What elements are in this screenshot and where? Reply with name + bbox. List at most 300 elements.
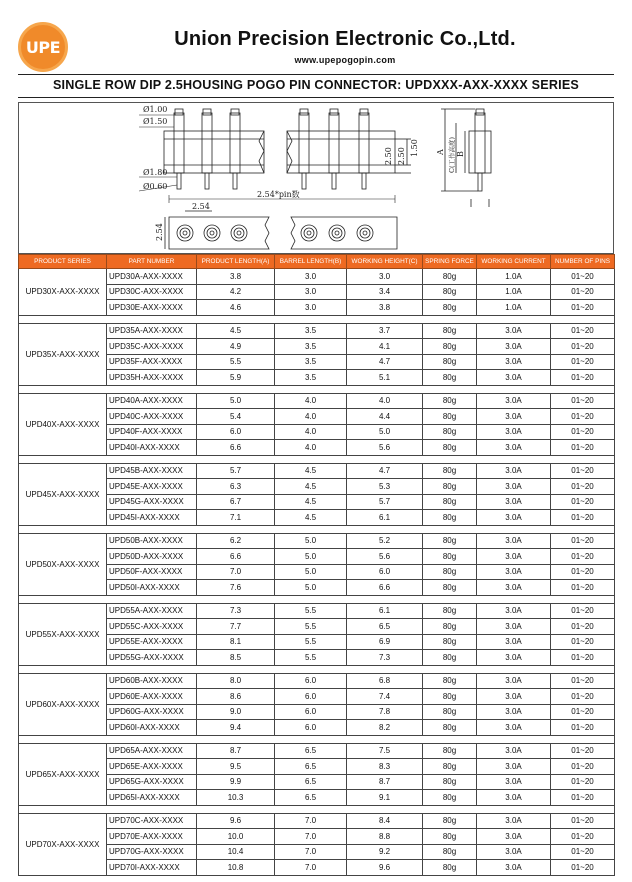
product-length-cell: 5.9	[197, 370, 275, 386]
table-row	[19, 339, 615, 355]
front-view-left	[164, 109, 264, 189]
working-height-cell: 5.6	[347, 549, 423, 565]
spring-force-cell: 80g	[423, 354, 477, 370]
dim-label-254-side: 2.54	[155, 223, 164, 241]
part-number-cell: UPD35C-AXX-XXXX	[107, 339, 197, 355]
product-length-cell: 5.7	[197, 463, 275, 479]
working-height-cell: 5.7	[347, 494, 423, 510]
spring-force-cell: 80g	[423, 284, 477, 300]
working-current-cell: 3.0A	[477, 393, 551, 409]
spring-force-cell: 80g	[423, 790, 477, 806]
working-current-cell: 3.0A	[477, 673, 551, 689]
barrel-length-cell: 7.0	[275, 813, 347, 829]
number-of-pins-cell: 01~20	[551, 510, 615, 526]
table-body	[19, 269, 615, 876]
spring-force-cell: 80g	[423, 440, 477, 456]
number-of-pins-cell: 01~20	[551, 424, 615, 440]
table-header-row	[19, 255, 615, 269]
working-current-cell: 3.0A	[477, 704, 551, 720]
barrel-length-cell: 4.5	[275, 479, 347, 495]
table-row	[19, 774, 615, 790]
product-length-cell: 7.3	[197, 603, 275, 619]
spring-force-cell: 80g	[423, 409, 477, 425]
spring-force-cell: 80g	[423, 393, 477, 409]
col-header: WORKING CURRENT	[477, 255, 551, 269]
barrel-length-cell: 5.5	[275, 619, 347, 635]
product-length-cell: 7.0	[197, 564, 275, 580]
part-number-cell: UPD60B-AXX-XXXX	[107, 673, 197, 689]
working-current-cell: 3.0A	[477, 339, 551, 355]
table-row	[19, 704, 615, 720]
barrel-length-cell: 6.0	[275, 673, 347, 689]
table-row	[19, 354, 615, 370]
col-header: WORKING HEIGHT(C)	[347, 255, 423, 269]
product-length-cell: 9.5	[197, 759, 275, 775]
drawing-svg	[19, 103, 615, 255]
product-length-cell: 6.3	[197, 479, 275, 495]
part-number-cell: UPD45I-AXX-XXXX	[107, 510, 197, 526]
barrel-length-cell: 5.5	[275, 603, 347, 619]
working-current-cell: 3.0A	[477, 440, 551, 456]
separator-cell	[19, 525, 615, 533]
barrel-length-cell: 4.5	[275, 463, 347, 479]
product-length-cell: 10.0	[197, 829, 275, 845]
working-height-cell: 6.1	[347, 603, 423, 619]
table-row	[19, 790, 615, 806]
company-name: Union Precision Electronic Co.,Ltd.	[174, 28, 516, 50]
product-length-cell: 8.0	[197, 673, 275, 689]
working-height-cell: 6.5	[347, 619, 423, 635]
top-view	[165, 211, 397, 249]
barrel-length-cell: 4.0	[275, 393, 347, 409]
barrel-length-cell: 3.5	[275, 354, 347, 370]
part-number-cell: UPD50D-AXX-XXXX	[107, 549, 197, 565]
barrel-length-cell: 5.0	[275, 549, 347, 565]
header-rule-bottom	[18, 97, 614, 98]
part-number-cell: UPD35H-AXX-XXXX	[107, 370, 197, 386]
table-row	[19, 564, 615, 580]
group-separator	[19, 385, 615, 393]
group-separator	[19, 455, 615, 463]
working-current-cell: 3.0A	[477, 409, 551, 425]
working-height-cell: 8.8	[347, 829, 423, 845]
number-of-pins-cell: 01~20	[551, 580, 615, 596]
product-length-cell: 9.9	[197, 774, 275, 790]
part-number-cell: UPD55A-AXX-XXXX	[107, 603, 197, 619]
spring-force-cell: 80g	[423, 339, 477, 355]
working-current-cell: 3.0A	[477, 533, 551, 549]
product-series-cell: UPD55X-AXX-XXXX	[19, 603, 107, 665]
number-of-pins-cell: 01~20	[551, 370, 615, 386]
working-current-cell: 1.0A	[477, 300, 551, 316]
working-current-cell: 3.0A	[477, 424, 551, 440]
working-height-cell: 9.1	[347, 790, 423, 806]
working-current-cell: 3.0A	[477, 463, 551, 479]
working-current-cell: 3.0A	[477, 510, 551, 526]
working-current-cell: 3.0A	[477, 860, 551, 876]
product-length-cell: 10.4	[197, 844, 275, 860]
number-of-pins-cell: 01~20	[551, 673, 615, 689]
barrel-length-cell: 7.0	[275, 829, 347, 845]
working-current-cell: 3.0A	[477, 634, 551, 650]
group-separator	[19, 595, 615, 603]
product-length-cell: 8.1	[197, 634, 275, 650]
part-number-cell: UPD65G-AXX-XXXX	[107, 774, 197, 790]
table-row	[19, 650, 615, 666]
table-row	[19, 323, 615, 339]
table-row	[19, 463, 615, 479]
barrel-length-cell: 4.0	[275, 424, 347, 440]
number-of-pins-cell: 01~20	[551, 743, 615, 759]
barrel-length-cell: 3.0	[275, 284, 347, 300]
product-length-cell: 6.0	[197, 424, 275, 440]
barrel-length-cell: 6.5	[275, 759, 347, 775]
dim-label-pitch-total: 2.54*pin数	[257, 190, 300, 199]
number-of-pins-cell: 01~20	[551, 759, 615, 775]
spring-force-cell: 80g	[423, 673, 477, 689]
barrel-length-cell: 5.0	[275, 564, 347, 580]
part-number-cell: UPD40C-AXX-XXXX	[107, 409, 197, 425]
barrel-length-cell: 6.5	[275, 774, 347, 790]
barrel-length-cell: 3.0	[275, 269, 347, 285]
table-row	[19, 813, 615, 829]
part-number-cell: UPD70I-AXX-XXXX	[107, 860, 197, 876]
spring-force-cell: 80g	[423, 510, 477, 526]
spring-force-cell: 80g	[423, 689, 477, 705]
spring-force-cell: 80g	[423, 479, 477, 495]
table-row	[19, 860, 615, 876]
working-current-cell: 3.0A	[477, 354, 551, 370]
part-number-cell: UPD30C-AXX-XXXX	[107, 284, 197, 300]
table-row	[19, 549, 615, 565]
product-series-cell: UPD70X-AXX-XXXX	[19, 813, 107, 875]
part-number-cell: UPD70E-AXX-XXXX	[107, 829, 197, 845]
product-length-cell: 8.6	[197, 689, 275, 705]
table-row	[19, 844, 615, 860]
table-row	[19, 284, 615, 300]
working-current-cell: 3.0A	[477, 813, 551, 829]
group-separator	[19, 315, 615, 323]
table-row	[19, 510, 615, 526]
dim-label-250-h: 2.50	[384, 147, 393, 165]
number-of-pins-cell: 01~20	[551, 479, 615, 495]
part-number-cell: UPD45G-AXX-XXXX	[107, 494, 197, 510]
product-length-cell: 5.0	[197, 393, 275, 409]
separator-cell	[19, 385, 615, 393]
part-number-cell: UPD55G-AXX-XXXX	[107, 650, 197, 666]
barrel-length-cell: 4.5	[275, 494, 347, 510]
number-of-pins-cell: 01~20	[551, 339, 615, 355]
separator-cell	[19, 595, 615, 603]
spring-force-cell: 80g	[423, 564, 477, 580]
dim-label-250-v: 2.50	[397, 147, 406, 165]
col-header: PRODUCT LENGTH(A)	[197, 255, 275, 269]
working-height-cell: 3.7	[347, 323, 423, 339]
table-row	[19, 409, 615, 425]
table-row	[19, 494, 615, 510]
number-of-pins-cell: 01~20	[551, 440, 615, 456]
table-row	[19, 300, 615, 316]
spring-force-cell: 80g	[423, 424, 477, 440]
barrel-length-cell: 4.0	[275, 440, 347, 456]
product-length-cell: 9.6	[197, 813, 275, 829]
spring-force-cell: 80g	[423, 650, 477, 666]
number-of-pins-cell: 01~20	[551, 409, 615, 425]
number-of-pins-cell: 01~20	[551, 704, 615, 720]
working-current-cell: 3.0A	[477, 650, 551, 666]
company-website: www.upepogopin.com	[294, 55, 396, 65]
dim-label-100: Ø1.00	[143, 105, 168, 114]
number-of-pins-cell: 01~20	[551, 463, 615, 479]
working-height-cell: 8.4	[347, 813, 423, 829]
product-series-cell: UPD60X-AXX-XXXX	[19, 673, 107, 735]
working-current-cell: 3.0A	[477, 494, 551, 510]
working-current-cell: 3.0A	[477, 603, 551, 619]
working-current-cell: 3.0A	[477, 580, 551, 596]
table-row	[19, 479, 615, 495]
barrel-length-cell: 3.5	[275, 370, 347, 386]
spring-force-cell: 80g	[423, 774, 477, 790]
dim-label-150-v: 1.50	[410, 139, 419, 157]
number-of-pins-cell: 01~20	[551, 323, 615, 339]
product-length-cell: 4.5	[197, 323, 275, 339]
product-length-cell: 4.2	[197, 284, 275, 300]
working-height-cell: 3.0	[347, 269, 423, 285]
working-current-cell: 3.0A	[477, 549, 551, 565]
dim-label-c: C(工作高度)	[448, 136, 456, 173]
spring-force-cell: 80g	[423, 759, 477, 775]
separator-cell	[19, 735, 615, 743]
barrel-length-cell: 6.0	[275, 704, 347, 720]
part-number-cell: UPD60E-AXX-XXXX	[107, 689, 197, 705]
part-number-cell: UPD70C-AXX-XXXX	[107, 813, 197, 829]
part-number-cell: UPD55C-AXX-XXXX	[107, 619, 197, 635]
number-of-pins-cell: 01~20	[551, 269, 615, 285]
barrel-length-cell: 6.0	[275, 720, 347, 736]
number-of-pins-cell: 01~20	[551, 549, 615, 565]
barrel-length-cell: 5.0	[275, 580, 347, 596]
spring-force-cell: 80g	[423, 844, 477, 860]
number-of-pins-cell: 01~20	[551, 284, 615, 300]
barrel-length-cell: 3.5	[275, 339, 347, 355]
working-height-cell: 3.4	[347, 284, 423, 300]
number-of-pins-cell: 01~20	[551, 829, 615, 845]
working-height-cell: 9.2	[347, 844, 423, 860]
table-row	[19, 720, 615, 736]
number-of-pins-cell: 01~20	[551, 564, 615, 580]
part-number-cell: UPD35A-AXX-XXXX	[107, 323, 197, 339]
col-header: PRODUCT SERIES	[19, 255, 107, 269]
product-series-cell: UPD30X-AXX-XXXX	[19, 269, 107, 316]
working-height-cell: 7.4	[347, 689, 423, 705]
spring-force-cell: 80g	[423, 743, 477, 759]
spring-force-cell: 80g	[423, 619, 477, 635]
spec-table	[18, 254, 615, 876]
spring-force-cell: 80g	[423, 370, 477, 386]
table-row	[19, 580, 615, 596]
working-height-cell: 6.8	[347, 673, 423, 689]
product-length-cell: 6.7	[197, 494, 275, 510]
product-length-cell: 6.6	[197, 549, 275, 565]
working-current-cell: 3.0A	[477, 743, 551, 759]
separator-cell	[19, 315, 615, 323]
product-length-cell: 5.5	[197, 354, 275, 370]
number-of-pins-cell: 01~20	[551, 393, 615, 409]
part-number-cell: UPD55E-AXX-XXXX	[107, 634, 197, 650]
part-number-cell: UPD30A-AXX-XXXX	[107, 269, 197, 285]
part-number-cell: UPD70G-AXX-XXXX	[107, 844, 197, 860]
spring-force-cell: 80g	[423, 634, 477, 650]
spring-force-cell: 80g	[423, 603, 477, 619]
product-length-cell: 8.7	[197, 743, 275, 759]
working-current-cell: 3.0A	[477, 619, 551, 635]
barrel-length-cell: 5.5	[275, 650, 347, 666]
spring-force-cell: 80g	[423, 549, 477, 565]
barrel-length-cell: 7.0	[275, 844, 347, 860]
product-series-cell: UPD35X-AXX-XXXX	[19, 323, 107, 385]
working-current-cell: 1.0A	[477, 284, 551, 300]
barrel-length-cell: 6.5	[275, 790, 347, 806]
number-of-pins-cell: 01~20	[551, 634, 615, 650]
group-separator	[19, 805, 615, 813]
separator-cell	[19, 805, 615, 813]
product-length-cell: 10.3	[197, 790, 275, 806]
working-current-cell: 3.0A	[477, 323, 551, 339]
product-length-cell: 7.6	[197, 580, 275, 596]
number-of-pins-cell: 01~20	[551, 790, 615, 806]
working-current-cell: 3.0A	[477, 479, 551, 495]
working-current-cell: 3.0A	[477, 844, 551, 860]
col-header: BARREL LENGTH(B)	[275, 255, 347, 269]
product-length-cell: 10.8	[197, 860, 275, 876]
number-of-pins-cell: 01~20	[551, 774, 615, 790]
series-title: SINGLE ROW DIP 2.5HOUSING POGO PIN CONNECTOR: UPDXXX-AXX-XXXX SERIES	[52, 78, 580, 92]
spring-force-cell: 80g	[423, 463, 477, 479]
company-logo	[18, 22, 68, 72]
working-current-cell: 3.0A	[477, 564, 551, 580]
spring-force-cell: 80g	[423, 269, 477, 285]
barrel-length-cell: 3.0	[275, 300, 347, 316]
table-row	[19, 424, 615, 440]
working-current-cell: 1.0A	[477, 269, 551, 285]
working-height-cell: 3.8	[347, 300, 423, 316]
product-length-cell: 8.5	[197, 650, 275, 666]
working-height-cell: 5.2	[347, 533, 423, 549]
separator-cell	[19, 665, 615, 673]
working-current-cell: 3.0A	[477, 720, 551, 736]
part-number-cell: UPD65A-AXX-XXXX	[107, 743, 197, 759]
logo-text: UPE	[25, 37, 61, 57]
group-separator	[19, 525, 615, 533]
number-of-pins-cell: 01~20	[551, 533, 615, 549]
part-number-cell: UPD60I-AXX-XXXX	[107, 720, 197, 736]
part-number-cell: UPD50I-AXX-XXXX	[107, 580, 197, 596]
group-separator	[19, 735, 615, 743]
spring-force-cell: 80g	[423, 704, 477, 720]
working-height-cell: 8.3	[347, 759, 423, 775]
part-number-cell: UPD65E-AXX-XXXX	[107, 759, 197, 775]
number-of-pins-cell: 01~20	[551, 494, 615, 510]
dim-label-150: Ø1.50	[143, 117, 168, 126]
table-row	[19, 269, 615, 285]
table-row	[19, 759, 615, 775]
working-height-cell: 4.7	[347, 354, 423, 370]
header-rule-top	[18, 74, 614, 75]
table-row	[19, 603, 615, 619]
number-of-pins-cell: 01~20	[551, 650, 615, 666]
group-separator	[19, 665, 615, 673]
working-height-cell: 6.9	[347, 634, 423, 650]
working-height-cell: 8.2	[347, 720, 423, 736]
col-header: SPRING FORCE	[423, 255, 477, 269]
working-height-cell: 5.6	[347, 440, 423, 456]
barrel-length-cell: 5.0	[275, 533, 347, 549]
working-height-cell: 7.8	[347, 704, 423, 720]
product-series-cell: UPD65X-AXX-XXXX	[19, 743, 107, 805]
barrel-length-cell: 6.5	[275, 743, 347, 759]
number-of-pins-cell: 01~20	[551, 354, 615, 370]
table-row	[19, 619, 615, 635]
part-number-cell: UPD65I-AXX-XXXX	[107, 790, 197, 806]
number-of-pins-cell: 01~20	[551, 689, 615, 705]
col-header: NUMBER OF PINS	[551, 255, 615, 269]
separator-cell	[19, 455, 615, 463]
working-current-cell: 3.0A	[477, 759, 551, 775]
number-of-pins-cell: 01~20	[551, 844, 615, 860]
dim-label-060: Ø0.60	[143, 182, 168, 191]
working-current-cell: 3.0A	[477, 790, 551, 806]
spring-force-cell: 80g	[423, 813, 477, 829]
product-length-cell: 4.9	[197, 339, 275, 355]
table-row	[19, 743, 615, 759]
working-height-cell: 9.6	[347, 860, 423, 876]
working-height-cell: 5.0	[347, 424, 423, 440]
working-current-cell: 3.0A	[477, 829, 551, 845]
product-series-cell: UPD40X-AXX-XXXX	[19, 393, 107, 455]
working-height-cell: 4.7	[347, 463, 423, 479]
table-row	[19, 829, 615, 845]
part-number-cell: UPD50F-AXX-XXXX	[107, 564, 197, 580]
part-number-cell: UPD60G-AXX-XXXX	[107, 704, 197, 720]
product-length-cell: 9.4	[197, 720, 275, 736]
barrel-length-cell: 4.0	[275, 409, 347, 425]
working-current-cell: 3.0A	[477, 370, 551, 386]
part-number-cell: UPD50B-AXX-XXXX	[107, 533, 197, 549]
spring-force-cell: 80g	[423, 494, 477, 510]
working-height-cell: 6.6	[347, 580, 423, 596]
product-length-cell: 5.4	[197, 409, 275, 425]
col-header: PART NUMBER	[107, 255, 197, 269]
working-height-cell: 4.0	[347, 393, 423, 409]
number-of-pins-cell: 01~20	[551, 603, 615, 619]
spring-force-cell: 80g	[423, 533, 477, 549]
working-height-cell: 5.1	[347, 370, 423, 386]
spring-force-cell: 80g	[423, 323, 477, 339]
spring-force-cell: 80g	[423, 860, 477, 876]
product-length-cell: 6.6	[197, 440, 275, 456]
table-row	[19, 393, 615, 409]
table-row	[19, 370, 615, 386]
dim-label-180: Ø1.80	[143, 168, 168, 177]
part-number-cell: UPD40F-AXX-XXXX	[107, 424, 197, 440]
spring-force-cell: 80g	[423, 829, 477, 845]
number-of-pins-cell: 01~20	[551, 619, 615, 635]
table-row	[19, 634, 615, 650]
product-length-cell: 3.8	[197, 269, 275, 285]
working-height-cell: 5.3	[347, 479, 423, 495]
product-series-cell: UPD50X-AXX-XXXX	[19, 533, 107, 595]
product-length-cell: 9.0	[197, 704, 275, 720]
